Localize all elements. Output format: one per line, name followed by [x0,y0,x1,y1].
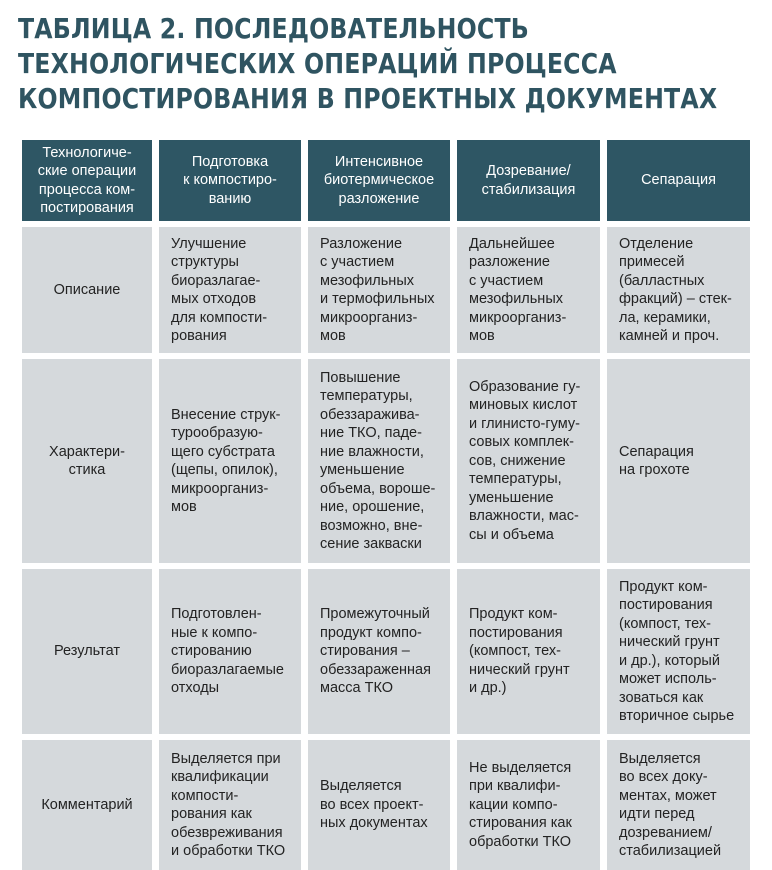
table-cell: Продукт ком- постирования (компост, тех- нический грунт и др.), который может исполь- зоваться как вторичное сырье [607,569,750,734]
table-cell: Внесение струк- турообразую- щего субстрата (щепы, опилок), микроорганиз- мов [159,359,301,563]
table-title [18,12,758,117]
table-cell: Разложение с участием мезофильных и термофильных микроорганиз- мов [308,227,450,353]
table-cell: Не выделяется при квалифи- кации компо- стирования как обработки ТКО [457,740,600,870]
table-cell: Подготовлен- ные к компо- стированию биоразлагаемые отходы [159,569,301,734]
header-maturation: Дозревание/ стабилизация [457,140,600,221]
table-cell: Повышение температуры, обеззаражива- ние ТКО, паде- ние влажности, уменьшение объема, вороше- ние, орошение, возможно, вне- сение закваски [308,359,450,563]
table-cell: Улучшение структуры биоразлагае- мых отходов для компости- рования [159,227,301,353]
table-cell: Промежуточный продукт компо- стирования – обеззараженная масса ТКО [308,569,450,734]
table-cell: Образование гу- миновых кислот и глинисто-гуму- совых комплек- сов, снижение температуры, уменьшение влажности, мас- сы и объема [457,359,600,563]
title-line-3: КОМПОСТИРОВАНИЯ В ПРОЕКТНЫХ ДОКУМЕНТАХ [18,83,718,115]
title-line-1: ТАБЛИЦА 2. ПОСЛЕДОВАТЕЛЬНОСТЬ [18,13,529,45]
table-cell: Выделяется при квалификации компости- рования как обезвреживания и обработки ТКО [159,740,301,870]
table-cell: Выделяется во всех доку- ментах, может идти перед дозреванием/ стабилизацией [607,740,750,870]
row-label-comment: Комментарий [22,740,152,870]
title-line-2: ТЕХНОЛОГИЧЕСКИХ ОПЕРАЦИЙ ПРОЦЕССА [18,48,617,80]
table-cell: Сепарация на грохоте [607,359,750,563]
row-label-result: Результат [22,569,152,734]
row-label-characteristic: Характери- стика [22,359,152,563]
table-cell: Выделяется во всех проект- ных документах [308,740,450,870]
header-preparation: Подготовка к компостиро- ванию [159,140,301,221]
header-intensive-decomposition: Интенсивное биотермическое разложение [308,140,450,221]
table-cell: Продукт ком- постирования (компост, тех- нический грунт и др.) [457,569,600,734]
header-separation: Сепарация [607,140,750,221]
table-cell: Отделение примесей (балластных фракций) – стек- ла, керамики, камней и проч. [607,227,750,353]
table-cell: Дальнейшее разложение с участием мезофильных микроорганиз- мов [457,227,600,353]
operations-table [22,140,750,870]
header-operations: Технологиче- ские операции процесса ком- постирования [22,140,152,221]
row-label-description: Описание [22,227,152,353]
